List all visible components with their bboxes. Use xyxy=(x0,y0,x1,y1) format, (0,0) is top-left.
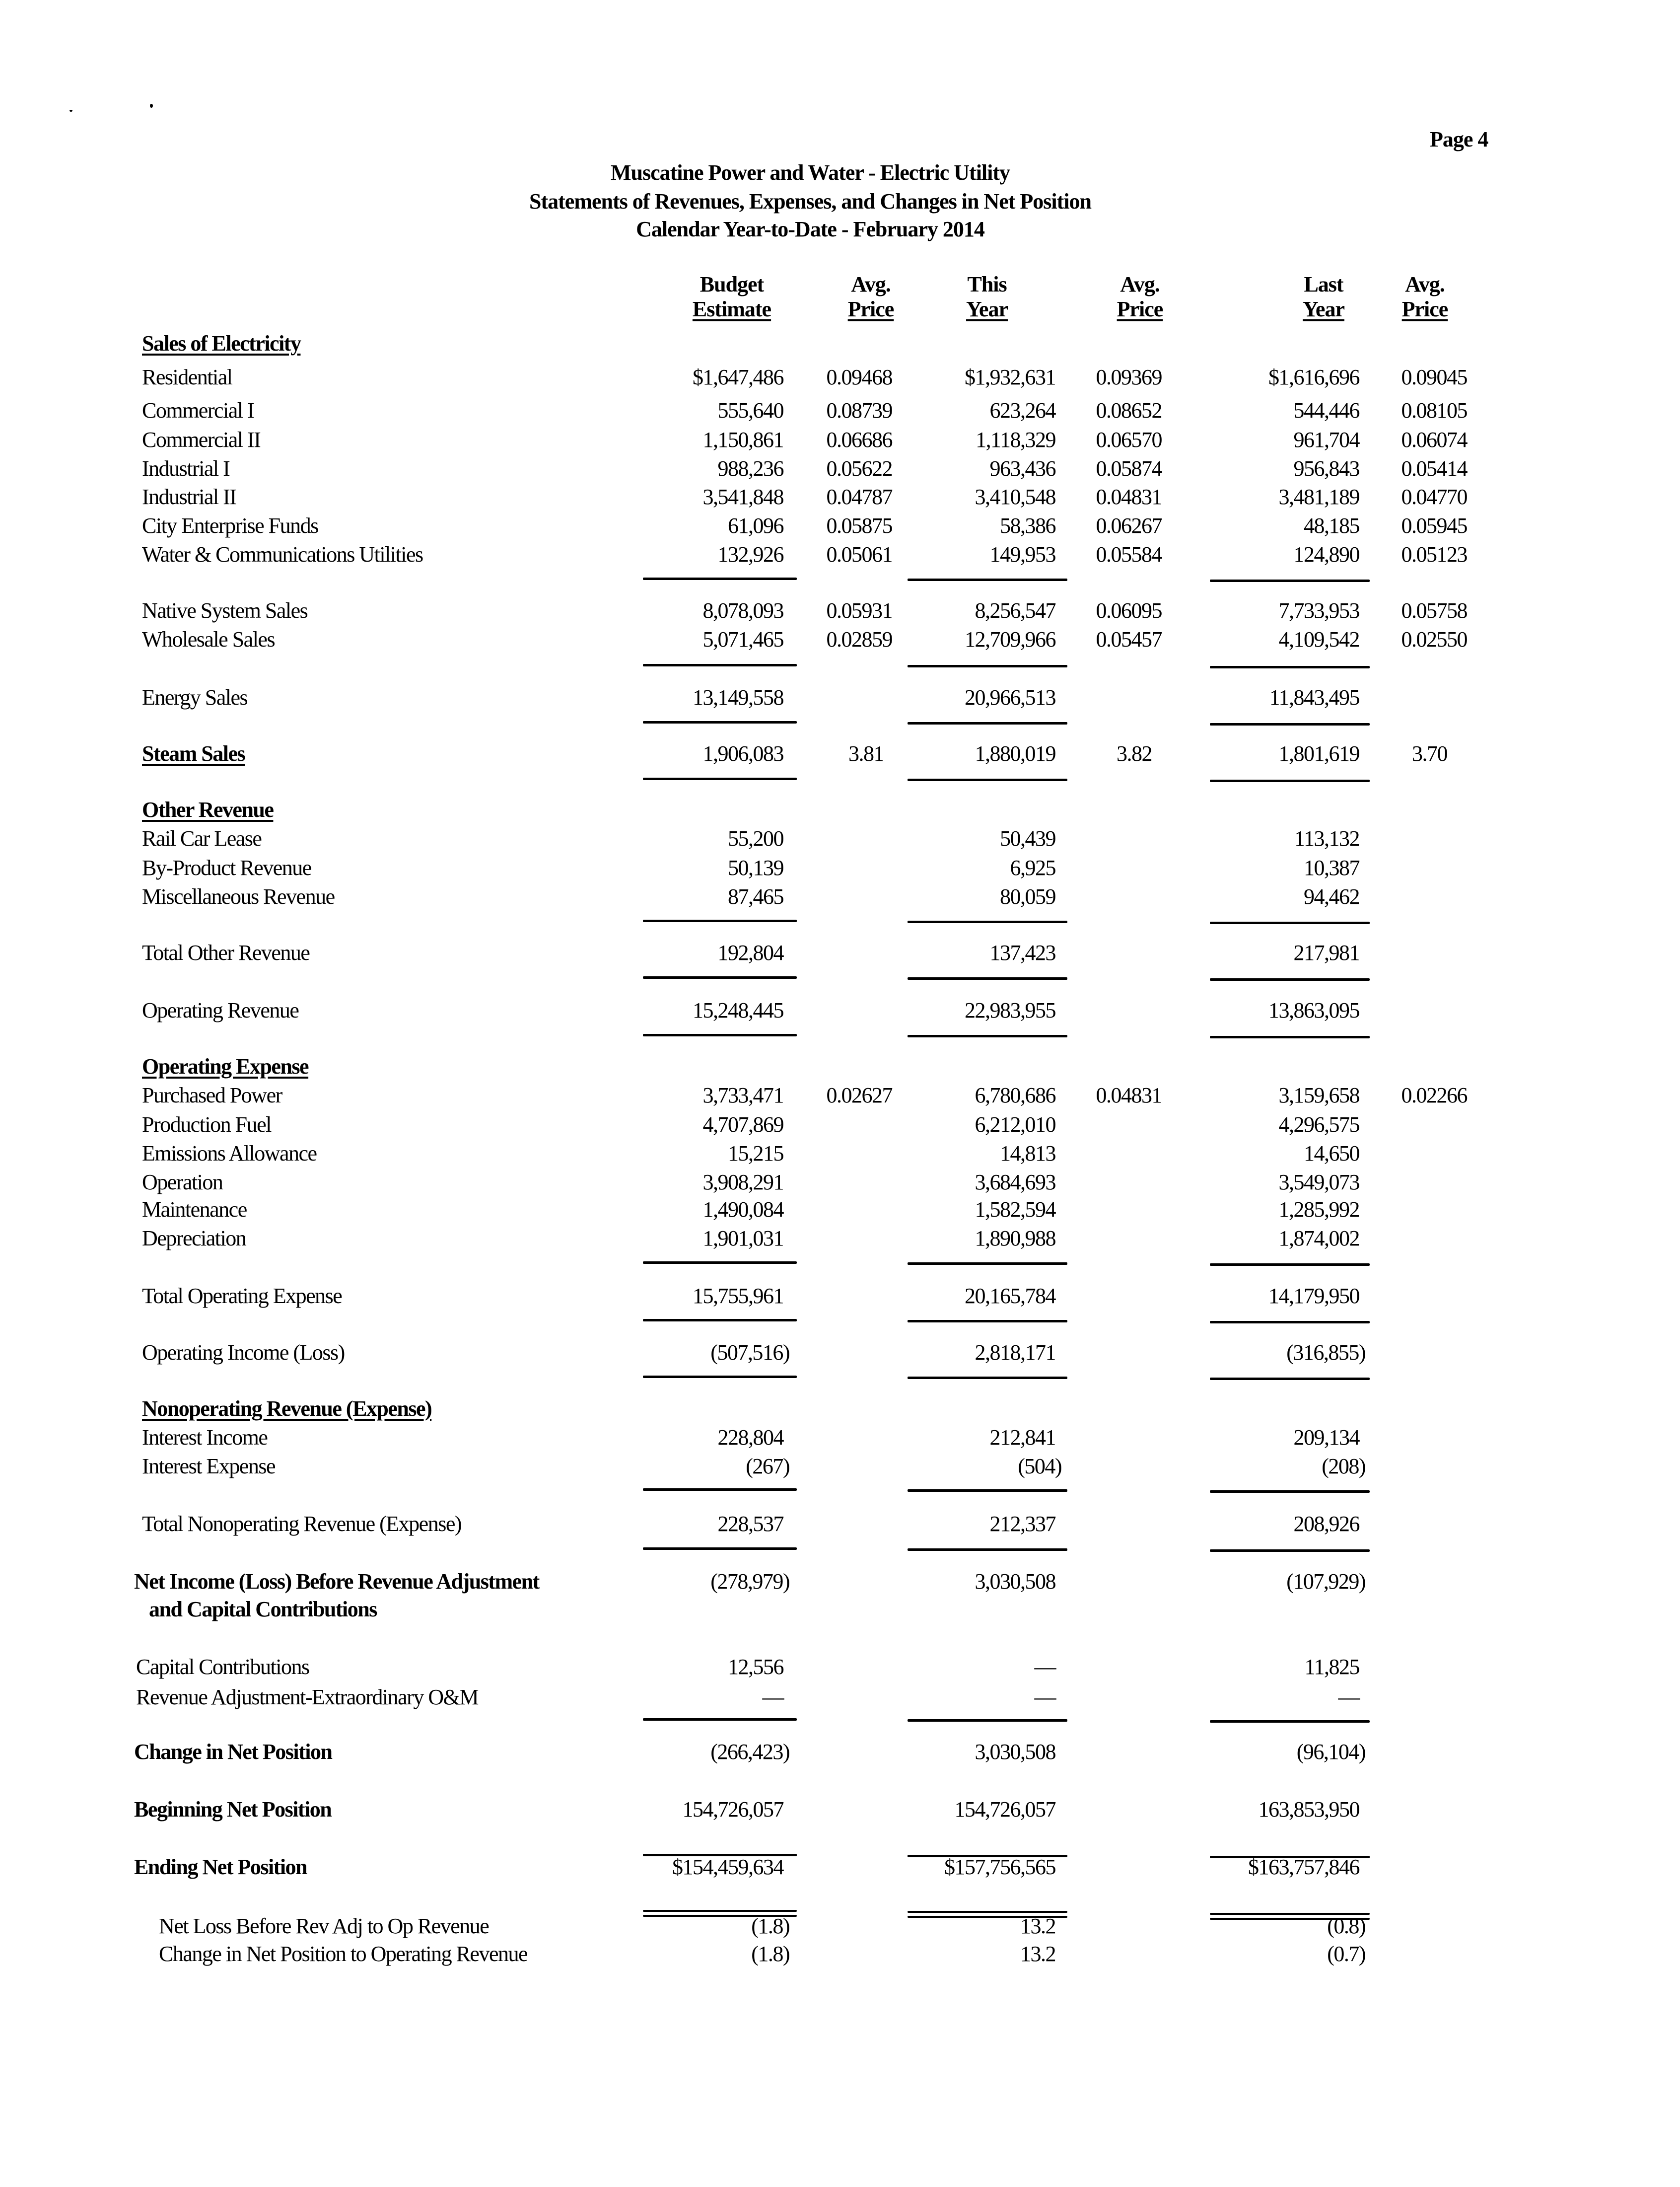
table-row-rail-car-lease: Rail Car Lease 55,200 50,439 113,132 xyxy=(142,826,1359,851)
total-double-rule xyxy=(908,1911,1067,1913)
table-row-maintenance: Maintenance 1,490,084 1,582,594 1,285,992 xyxy=(142,1197,1359,1222)
subtotal-rule xyxy=(643,920,797,922)
table-row-depreciation: Depreciation 1,901,031 1,890,988 1,874,002 xyxy=(142,1226,1359,1250)
table-row-production-fuel: Production Fuel 4,707,869 6,212,010 4,296,575 xyxy=(142,1112,1359,1137)
table-row-commercial-1: Commercial I 555,640 0.08739 623,264 0.08652 544,446 0.08105 xyxy=(142,398,1467,423)
table-row-miscellaneous-revenue: Miscellaneous Revenue 87,465 80,059 94,462 xyxy=(142,884,1359,909)
subtotal-rule xyxy=(1210,1549,1370,1552)
table-row-city-enterprise-funds: City Enterprise Funds 61,096 0.05875 58,386 0.06267 48,185 0.05945 xyxy=(142,513,1467,538)
subtotal-rule xyxy=(908,1035,1067,1037)
subtotal-rule xyxy=(1210,780,1370,782)
subtotal-rule xyxy=(1210,1263,1370,1266)
subtotal-rule xyxy=(1210,723,1370,726)
section-heading-sales-of-electricity: Sales of Electricity xyxy=(142,331,301,356)
subtotal-rule xyxy=(908,977,1067,980)
table-row-emissions-allowance: Emissions Allowance 15,215 14,813 14,650 xyxy=(142,1141,1359,1166)
subtotal-rule xyxy=(1210,978,1370,981)
subtotal-rule xyxy=(643,578,797,580)
table-row-native-system-sales: Native System Sales 8,078,093 0.05931 8,256,547 0.06095 7,733,953 0.05758 xyxy=(142,598,1467,623)
subtotal-rule xyxy=(908,779,1067,781)
table-row-interest-income: Interest Income 228,804 212,841 209,134 xyxy=(142,1425,1359,1450)
subtotal-rule xyxy=(1210,1490,1370,1493)
subtotal-rule xyxy=(908,1377,1067,1379)
subtotal-rule xyxy=(643,1376,797,1378)
table-row-net-income-before-adjustment: Net Income (Loss) Before Revenue Adjustment (278,979) 3,030,508 (107,929) xyxy=(134,1569,1365,1594)
table-row-industrial-1: Industrial I 988,236 0.05622 963,436 0.05874 956,843 0.05414 xyxy=(142,456,1467,481)
subtotal-rule xyxy=(908,665,1067,667)
table-row-industrial-2: Industrial II 3,541,848 0.04787 3,410,548 0.04831 3,481,189 0.04770 xyxy=(142,485,1467,509)
scan-speck xyxy=(70,110,72,112)
section-heading-other-revenue: Other Revenue xyxy=(142,798,274,822)
subtotal-rule xyxy=(1210,1720,1370,1723)
table-row-ending-net-position: Ending Net Position $154,459,634 $157,756,565 $163,757,846 xyxy=(134,1855,1359,1879)
table-row-beginning-net-position: Beginning Net Position 154,726,057 154,726,057 163,853,950 xyxy=(134,1797,1359,1822)
table-row-steam-sales: Steam Sales 1,906,083 3.81 1,880,019 3.82 1,801,619 3.70 xyxy=(142,741,1447,766)
report-subtitle: Statements of Revenues, Expenses, and Changes in Net Position xyxy=(529,189,1091,214)
table-row-purchased-power: Purchased Power 3,733,471 0.02627 6,780,686 0.04831 3,159,658 0.02266 xyxy=(142,1083,1467,1107)
subtotal-rule xyxy=(1210,1378,1370,1380)
subtotal-rule xyxy=(1210,1321,1370,1323)
section-heading-operating-expense: Operating Expense xyxy=(142,1054,309,1079)
table-row-total-nonoperating: Total Nonoperating Revenue (Expense) 228,537 212,337 208,926 xyxy=(142,1512,1359,1536)
subtotal-rule xyxy=(1210,1036,1370,1038)
subtotal-rule xyxy=(1210,666,1370,668)
table-row-commercial-2: Commercial II 1,150,861 0.06686 1,118,329 0.06570 961,704 0.06074 xyxy=(142,428,1467,452)
subtotal-rule xyxy=(643,664,797,666)
table-row-change-in-net-position: Change in Net Position (266,423) 3,030,508 (96,104) xyxy=(134,1740,1365,1764)
table-row-wholesale-sales: Wholesale Sales 5,071,465 0.02859 12,709,966 0.05457 4,109,542 0.02550 xyxy=(142,627,1467,652)
column-header-budget-avg-price: Avg. Price xyxy=(847,272,894,321)
table-row-residential: Residential $1,647,486 0.09468 $1,932,631 0.09369 $1,616,696 0.09045 xyxy=(142,365,1467,389)
column-header-this-avg-price: Avg. Price xyxy=(1117,272,1163,321)
subtotal-rule xyxy=(908,1548,1067,1551)
table-row-total-operating-expense: Total Operating Expense 15,755,961 20,165,784 14,179,950 xyxy=(142,1284,1359,1308)
subtotal-rule xyxy=(908,579,1067,581)
column-header-last-year: Last Year xyxy=(1303,272,1344,321)
subtotal-rule xyxy=(908,722,1067,725)
table-row-interest-expense: Interest Expense (267) (504) (208) xyxy=(142,1454,1365,1478)
subtotal-rule xyxy=(908,1489,1067,1492)
subtotal-rule xyxy=(908,1262,1067,1265)
section-heading-nonoperating: Nonoperating Revenue (Expense) xyxy=(142,1396,432,1421)
subtotal-rule xyxy=(1210,922,1370,924)
subtotal-rule xyxy=(643,721,797,724)
table-row-energy-sales: Energy Sales 13,149,558 20,966,513 11,843,495 xyxy=(142,685,1359,710)
subtotal-rule xyxy=(643,1488,797,1491)
column-header-last-avg-price: Avg. Price xyxy=(1401,272,1448,321)
subtotal-rule xyxy=(1210,580,1370,582)
table-row-net-income-label-continued: and Capital Contributions xyxy=(149,1597,377,1621)
subtotal-rule xyxy=(643,1718,797,1721)
table-row-operating-revenue: Operating Revenue 15,248,445 22,983,955 13,863,095 xyxy=(142,998,1359,1022)
table-row-operating-income: Operating Income (Loss) (507,516) 2,818,171 (316,855) xyxy=(142,1340,1365,1365)
table-row-water-communications: Water & Communications Utilities 132,926 0.05061 149,953 0.05584 124,890 0.05123 xyxy=(142,542,1467,567)
total-double-rule xyxy=(643,1910,797,1912)
table-row-operation: Operation 3,908,291 3,684,693 3,549,073 xyxy=(142,1170,1359,1194)
table-row-ratio-net-loss-to-op-revenue: Net Loss Before Rev Adj to Op Revenue (1.8) 13.2 (0.8) xyxy=(159,1914,1365,1938)
subtotal-rule xyxy=(643,1034,797,1036)
table-row-ratio-change-to-op-revenue: Change in Net Position to Operating Revenue (1.8) 13.2 (0.7) xyxy=(159,1942,1365,1966)
subtotal-rule xyxy=(908,921,1067,923)
subtotal-rule xyxy=(643,1261,797,1264)
subtotal-rule xyxy=(643,976,797,979)
page-number: Page 4 xyxy=(1430,127,1488,151)
scan-speck xyxy=(150,104,153,108)
report-period: Calendar Year-to-Date - February 2014 xyxy=(636,217,984,241)
table-row-revenue-adjustment: Revenue Adjustment-Extraordinary O&M — — — xyxy=(136,1685,1359,1709)
table-row-capital-contributions: Capital Contributions 12,556 — 11,825 xyxy=(136,1655,1359,1679)
subtotal-rule xyxy=(908,1320,1067,1322)
table-row-total-other-revenue: Total Other Revenue 192,804 137,423 217,981 xyxy=(142,941,1359,965)
report-title: Muscatine Power and Water - Electric Utility xyxy=(610,160,1010,185)
subtotal-rule xyxy=(643,1319,797,1321)
table-row-by-product-revenue: By-Product Revenue 50,139 6,925 10,387 xyxy=(142,856,1359,880)
column-header-budget-estimate: Budget Estimate xyxy=(692,272,771,321)
subtotal-rule xyxy=(643,778,797,780)
subtotal-rule xyxy=(908,1719,1067,1722)
column-header-this-year: This Year xyxy=(966,272,1008,321)
subtotal-rule xyxy=(643,1547,797,1550)
